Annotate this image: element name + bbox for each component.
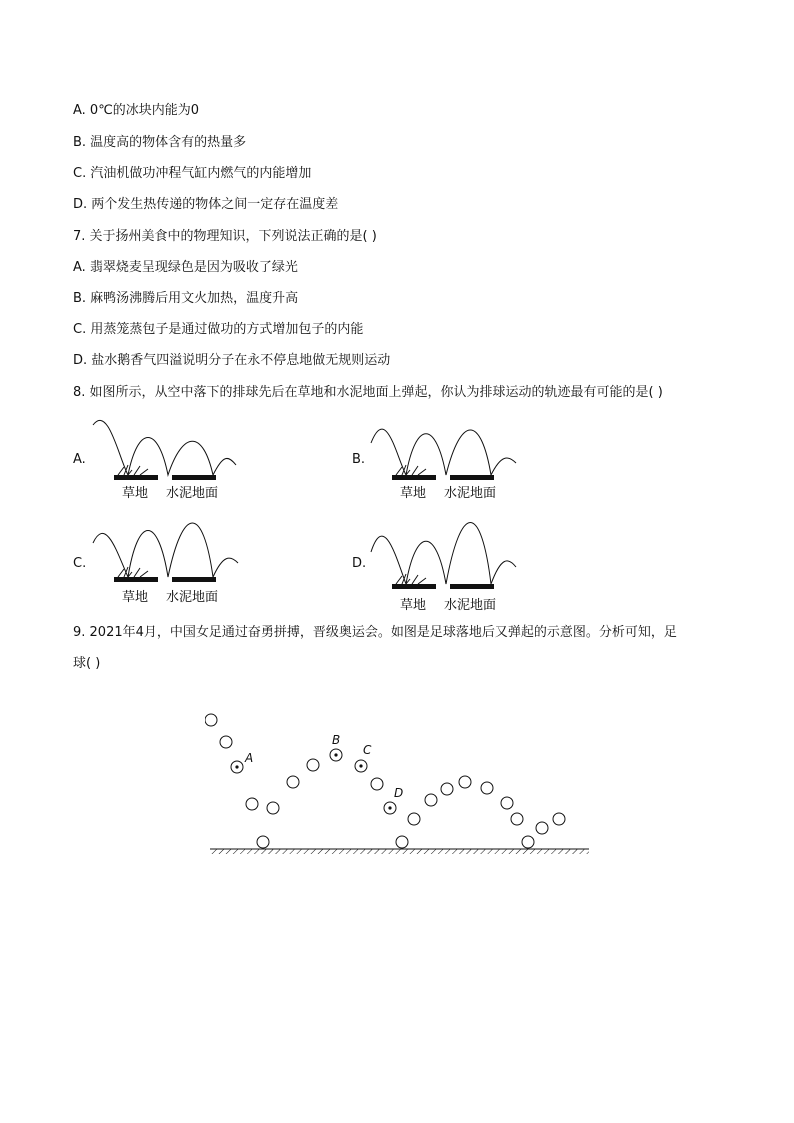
q8-a-label-concrete: 水泥地面: [166, 486, 219, 501]
q8-figure-d: [366, 512, 526, 612]
q8-a-grass-bar: [114, 475, 158, 480]
q7-stem: 7. 关于扬州美食中的物理知识，下列说法正确的是( ): [73, 229, 377, 244]
q8-c-trajectory: [93, 523, 238, 577]
q8-option-b-letter: B.: [352, 452, 366, 467]
ball: [425, 794, 437, 806]
ball: [257, 836, 269, 848]
ball: [459, 776, 471, 788]
q8-b-grass-icon: [396, 465, 426, 475]
ball: [220, 736, 232, 748]
q8-stem: 8. 如图所示，从空中落下的排球先后在草地和水泥地面上弹起，你认为排球运动的轨迹最有可能的是( ): [73, 385, 663, 400]
ground-hatch: [210, 849, 589, 854]
q8-figure-a: [88, 415, 248, 505]
q8-d-concrete-bar: [450, 584, 494, 589]
q8-c-grass-bar: [114, 577, 158, 582]
q6-option-d: D. 两个发生热传递的物体之间一定存在温度差: [73, 197, 339, 212]
ball: [371, 778, 383, 790]
label-c: C: [363, 743, 372, 757]
ball: [481, 782, 493, 794]
ball: [536, 822, 548, 834]
ball: [307, 759, 319, 771]
ball: [267, 802, 279, 814]
q8-b-trajectory: [371, 429, 516, 475]
q8-d-grass-icon: [396, 574, 426, 584]
q8-figure-c: [88, 515, 248, 610]
label-a: A: [245, 751, 254, 765]
q9-stem-line1: 9. 2021年4月，中国女足通过奋勇拼搏，晋级奥运会。如图是足球落地后又弹起的示意图。分析可知，足: [73, 625, 677, 640]
q8-a-concrete-bar: [172, 475, 216, 480]
ball: [396, 836, 408, 848]
q8-a-grass-icon: [118, 465, 148, 475]
q8-option-a-letter: A.: [73, 452, 86, 467]
q8-a-label-grass: 草地: [122, 486, 149, 501]
q7-option-a: A. 翡翠烧麦呈现绿色是因为吸收了绿光: [73, 260, 298, 275]
q7-option-b: B. 麻鸭汤沸腾后用文火加热，温度升高: [73, 291, 299, 306]
q8-c-concrete-bar: [172, 577, 216, 582]
q9-figure: [205, 705, 595, 860]
q8-b-concrete-bar: [450, 475, 494, 480]
ball: [287, 776, 299, 788]
ball: [511, 813, 523, 825]
ball: [246, 798, 258, 810]
q8-d-label-grass: 草地: [400, 598, 427, 612]
q8-figure-b: [366, 415, 526, 505]
q8-b-label-grass: 草地: [400, 486, 427, 501]
dot-a: [235, 765, 238, 768]
q8-b-label-concrete: 水泥地面: [444, 486, 497, 501]
q8-c-label-concrete: 水泥地面: [166, 590, 219, 605]
ball: [205, 714, 217, 726]
label-d: D: [394, 786, 404, 800]
label-b: B: [332, 733, 341, 747]
dot-d: [388, 806, 391, 809]
q6-option-a: A. 0℃的冰块内能为0: [73, 103, 200, 118]
ball: [522, 836, 534, 848]
q9-stem-line2: 球( ): [73, 656, 101, 671]
dot-b: [334, 753, 337, 756]
dot-c: [359, 764, 362, 767]
ball: [408, 813, 420, 825]
q8-c-label-grass: 草地: [122, 590, 149, 605]
q8-option-d-letter: D.: [352, 556, 367, 571]
ball: [553, 813, 565, 825]
q8-c-grass-icon: [118, 567, 148, 577]
q7-option-c: C. 用蒸笼蒸包子是通过做功的方式增加包子的内能: [73, 322, 364, 337]
q8-d-trajectory: [371, 523, 516, 585]
ball: [441, 783, 453, 795]
q8-d-label-concrete: 水泥地面: [444, 598, 497, 612]
q6-option-c: C. 汽油机做功冲程气缸内燃气的内能增加: [73, 166, 312, 181]
q8-option-c-letter: C.: [73, 556, 87, 571]
q8-d-grass-bar: [392, 584, 436, 589]
q8-b-grass-bar: [392, 475, 436, 480]
q7-option-d: D. 盐水鹅香气四溢说明分子在永不停息地做无规则运动: [73, 353, 391, 368]
ball: [501, 797, 513, 809]
q6-option-b: B. 温度高的物体含有的热量多: [73, 135, 247, 150]
q8-a-trajectory: [93, 420, 236, 475]
